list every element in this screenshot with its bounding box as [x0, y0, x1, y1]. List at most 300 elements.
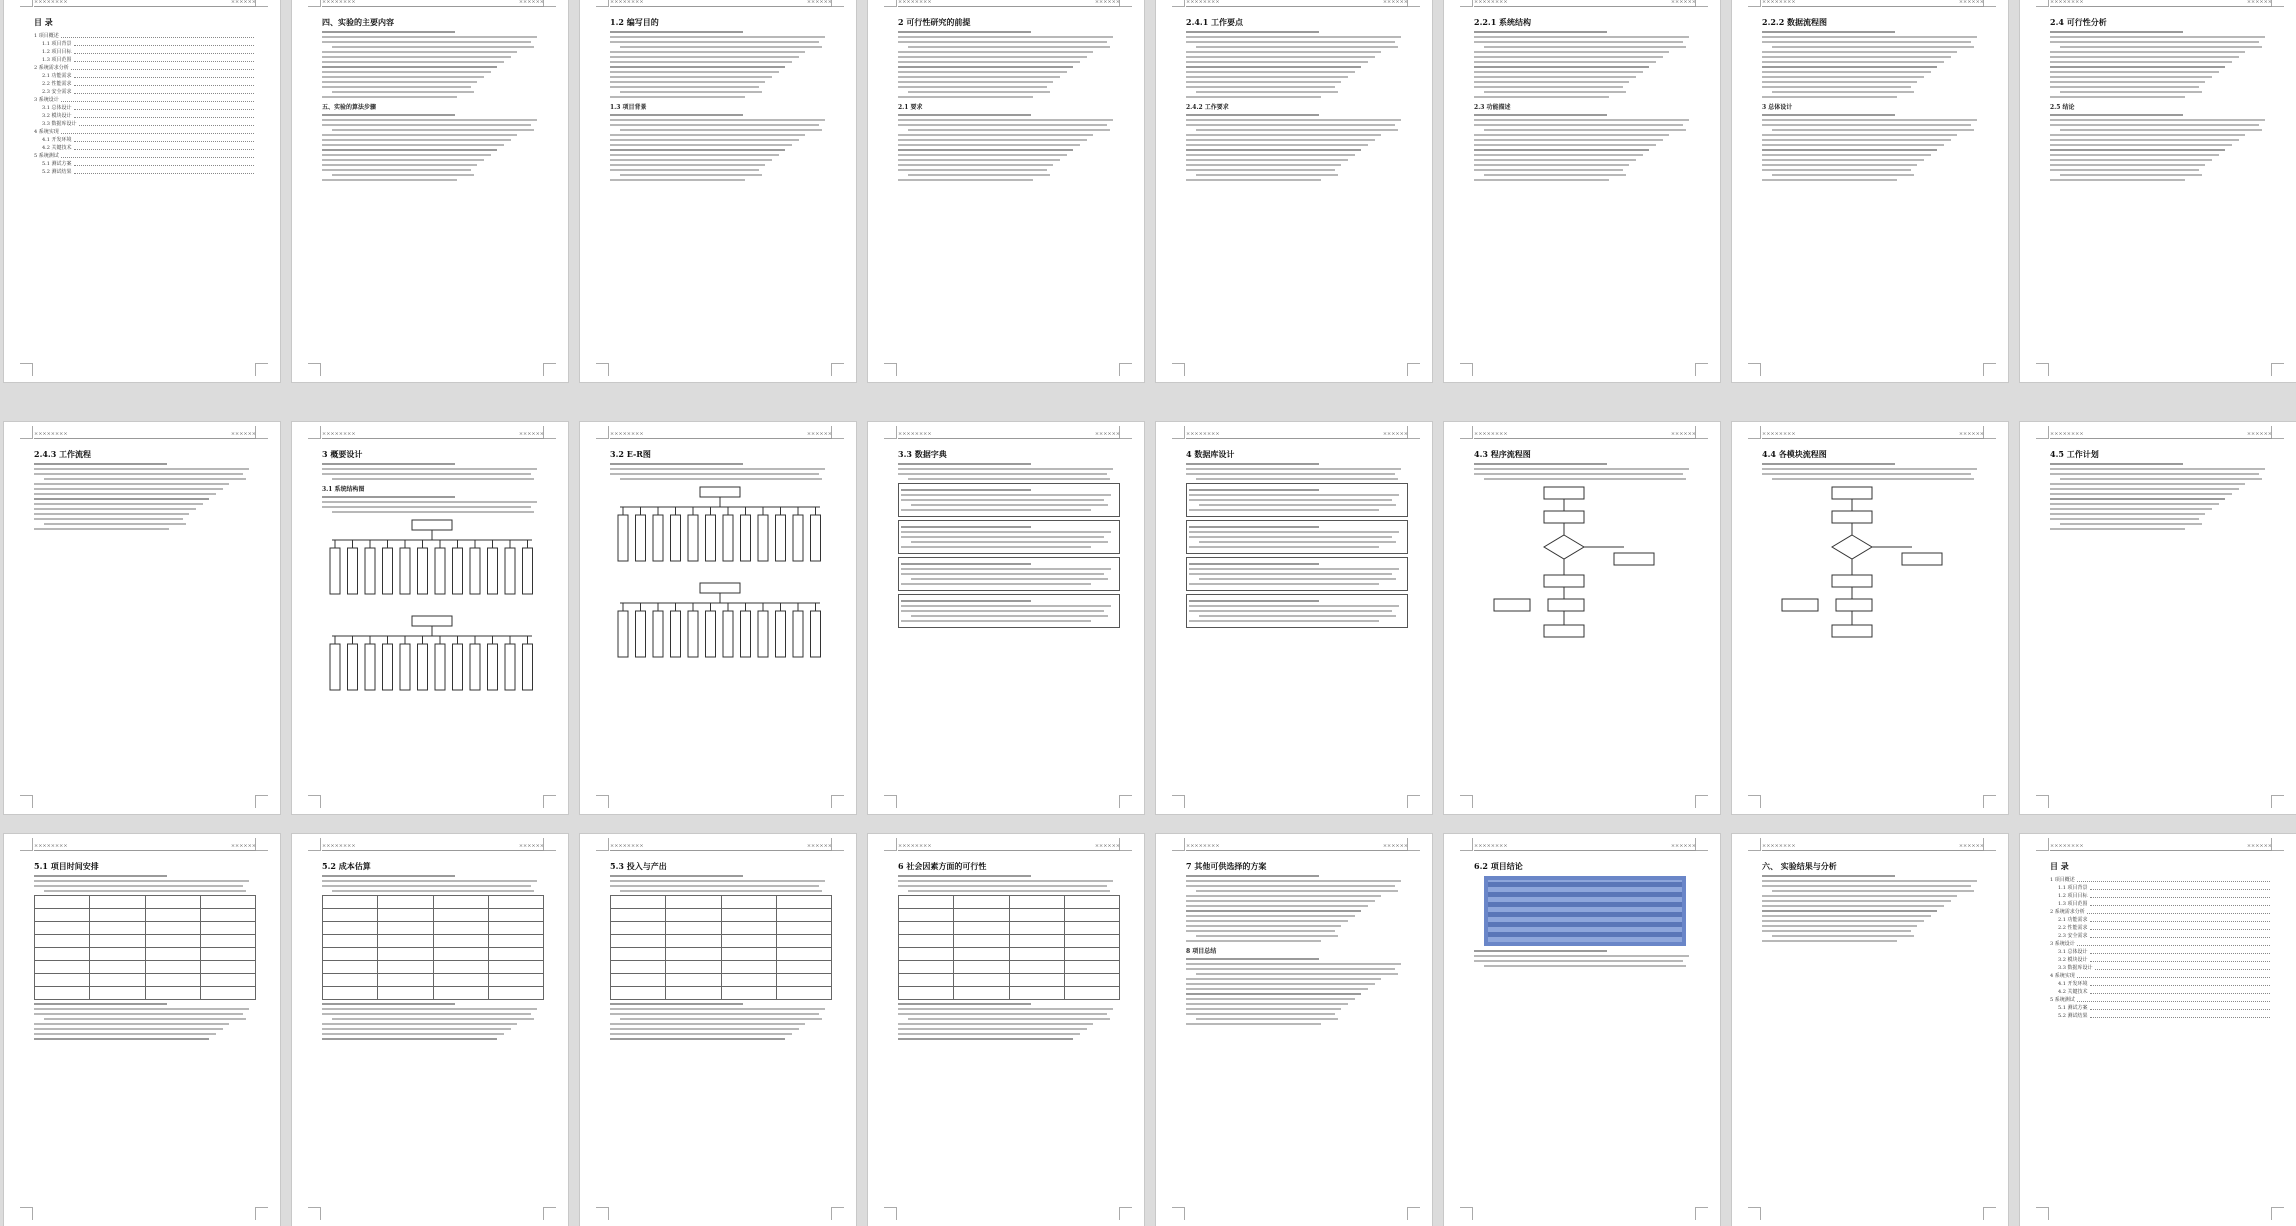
table-cell [145, 935, 200, 948]
toc-entry[interactable] [34, 151, 256, 159]
text-line [1762, 41, 1971, 43]
text-line [901, 583, 1091, 585]
text-line [1189, 610, 1392, 612]
toc-dots [2090, 1013, 2270, 1018]
table-cell [433, 961, 488, 974]
toc-entry[interactable] [34, 55, 256, 63]
table-cell [666, 922, 721, 935]
text-line [1772, 890, 1974, 892]
text-line [1484, 91, 1626, 93]
table-cell [323, 922, 378, 935]
document-page[interactable] [292, 0, 568, 382]
page-corner-mark [1748, 795, 1761, 808]
toc-entry[interactable] [2050, 955, 2272, 963]
page-header [1186, 0, 1408, 7]
page-corner-mark [255, 426, 268, 439]
toc-entry[interactable] [2050, 1011, 2272, 1019]
text-line [1186, 81, 1341, 83]
page-corner-mark [2271, 0, 2284, 7]
text-line [1186, 159, 1348, 161]
text-line [322, 139, 511, 141]
table-cell [90, 909, 145, 922]
section-heading: 5.1 项目时间安排 [34, 861, 99, 871]
table-cell [721, 961, 776, 974]
text-line [610, 159, 772, 161]
page-corner-mark [308, 1207, 321, 1220]
page-corner-mark [596, 426, 609, 439]
header-left: ×××××××× [898, 431, 932, 437]
document-page[interactable] [868, 0, 1144, 382]
toc-entry-label: 4.2 关键技术 [42, 144, 72, 151]
page-corner-mark [1119, 363, 1132, 376]
page-corner-mark [1407, 363, 1420, 376]
table-cell [323, 896, 378, 909]
text-line [2050, 149, 2225, 151]
text-line [610, 36, 825, 38]
toc-dots [61, 129, 254, 134]
table-cell [776, 935, 831, 948]
section-heading: 3 总体设计 [1762, 104, 1793, 111]
text-line [1186, 463, 1319, 465]
header-left: ×××××××× [2050, 0, 2084, 5]
text-line [610, 1033, 792, 1035]
toc-dots [2090, 981, 2270, 986]
document-page[interactable] [1444, 0, 1720, 382]
text-line [322, 880, 537, 882]
document-page[interactable] [580, 834, 856, 1226]
text-line [901, 605, 1111, 607]
table-cell [1009, 974, 1064, 987]
toc-entry[interactable] [2050, 995, 2272, 1003]
table-cell [378, 922, 433, 935]
table-cell [1064, 948, 1119, 961]
toc-entry[interactable] [34, 103, 256, 111]
text-line [610, 71, 779, 73]
document-page[interactable] [868, 834, 1144, 1226]
text-line [1186, 66, 1361, 68]
page-corner-mark [1407, 1207, 1420, 1220]
toc-entry[interactable] [2050, 979, 2272, 987]
text-line [34, 1013, 243, 1015]
toc-dots [74, 161, 254, 166]
page-header [1762, 842, 1984, 851]
text-line [322, 134, 517, 136]
header-right: ×××××× [1094, 843, 1120, 849]
table-cell [954, 987, 1009, 1000]
text-line [322, 1033, 504, 1035]
text-line [332, 174, 474, 176]
text-line [2050, 51, 2245, 53]
text-line [2050, 139, 2239, 141]
text-line [322, 124, 531, 126]
toc-entry[interactable] [34, 143, 256, 151]
table-cell [776, 909, 831, 922]
table-cell [378, 961, 433, 974]
table-cell [35, 909, 90, 922]
text-line [322, 114, 455, 116]
text-line [1474, 31, 1607, 33]
text-line [1762, 119, 1977, 121]
header-right: ×××××× [2246, 0, 2272, 5]
table-cell [721, 922, 776, 935]
table-cell [1009, 909, 1064, 922]
toc-entry[interactable] [2050, 923, 2272, 931]
table-cell [35, 896, 90, 909]
document-page[interactable] [4, 0, 280, 382]
document-page[interactable] [4, 422, 280, 814]
page-body [34, 856, 256, 1200]
page-corner-mark [543, 0, 556, 7]
text-line [1762, 154, 1931, 156]
text-line [1196, 890, 1398, 892]
page-corner-mark [2036, 795, 2049, 808]
header-left: ×××××××× [1186, 843, 1220, 849]
table-cell [1064, 974, 1119, 987]
page-header [1474, 842, 1696, 851]
document-page[interactable] [580, 0, 856, 382]
text-line [1186, 169, 1335, 171]
text-line [1186, 978, 1381, 980]
toc-entry[interactable] [34, 47, 256, 55]
header-right: ×××××× [230, 431, 256, 437]
toc-entry[interactable] [2050, 883, 2272, 891]
section-heading: 2.4.2 工作要求 [1186, 104, 1229, 111]
header-left: ×××××××× [34, 843, 68, 849]
table-cell [90, 961, 145, 974]
text-line [610, 880, 825, 882]
document-page[interactable] [1444, 422, 1720, 814]
page-body [34, 12, 256, 356]
page-corner-mark [2036, 838, 2049, 851]
document-page[interactable] [1156, 422, 1432, 814]
page-corner-mark [308, 795, 321, 808]
page-corner-mark [2271, 795, 2284, 808]
text-line [1186, 96, 1321, 98]
toc-entry[interactable] [2050, 939, 2272, 947]
toc-entry[interactable] [34, 31, 256, 39]
toc-dots [61, 97, 254, 102]
text-line [44, 478, 246, 480]
text-line [332, 511, 534, 513]
text-line [1762, 468, 1977, 470]
section-heading: 2.2.1 系统结构 [1474, 17, 1532, 27]
text-line [322, 1013, 531, 1015]
data-dictionary-box [898, 520, 1120, 554]
toc-entry[interactable] [34, 39, 256, 47]
document-page[interactable] [1732, 0, 2008, 382]
text-line [1196, 46, 1398, 48]
text-line [1189, 499, 1392, 501]
text-line [34, 1033, 216, 1035]
page-corner-mark [884, 838, 897, 851]
text-line [1762, 880, 1977, 882]
text-line [1196, 91, 1338, 93]
text-line [34, 518, 183, 520]
toc-entry[interactable] [2050, 971, 2272, 979]
document-page[interactable] [868, 422, 1144, 814]
toc-dots [74, 105, 254, 110]
header-right: ×××××× [230, 843, 256, 849]
text-line [898, 1008, 1113, 1010]
text-line [1186, 144, 1368, 146]
table-cell [378, 948, 433, 961]
table-cell [433, 896, 488, 909]
text-line [2050, 518, 2199, 520]
document-page[interactable] [2020, 0, 2296, 382]
toc-entry[interactable] [2050, 875, 2272, 883]
text-line [1199, 504, 1396, 506]
document-page[interactable] [1732, 834, 2008, 1226]
text-line [2050, 134, 2245, 136]
document-page[interactable] [1156, 0, 1432, 382]
section-heading: 六、 实验结果与分析 [1762, 861, 1837, 871]
text-line [1762, 134, 1957, 136]
table-cell [1009, 896, 1064, 909]
section-heading: 2.4.3 工作流程 [34, 449, 92, 459]
text-line [911, 504, 1108, 506]
header-right: ×××××× [1094, 0, 1120, 5]
text-line [2050, 513, 2205, 515]
text-line [2050, 488, 2239, 490]
page-corner-mark [1695, 363, 1708, 376]
document-page[interactable] [580, 422, 856, 814]
text-line [332, 46, 534, 48]
table-cell [721, 974, 776, 987]
toc-entry-label: 2.3 安全需求 [2058, 932, 2088, 939]
page-corner-mark [831, 795, 844, 808]
page-corner-mark [1695, 838, 1708, 851]
text-line [2050, 36, 2265, 38]
page-header [34, 430, 256, 439]
text-line [898, 114, 1031, 116]
text-line [1186, 988, 1368, 990]
page-body [322, 444, 544, 788]
page-header [2050, 430, 2272, 439]
page-header [34, 842, 256, 851]
text-line [332, 478, 534, 480]
page-body [898, 12, 1120, 356]
text-line [34, 1038, 209, 1040]
toc-entry[interactable] [34, 119, 256, 127]
text-line [1484, 129, 1686, 131]
text-line [908, 46, 1110, 48]
text-line [610, 154, 779, 156]
page-body [1762, 12, 1984, 356]
text-line [1474, 154, 1643, 156]
section-heading: 2.2.2 数据流程图 [1762, 17, 1828, 27]
text-line [1186, 164, 1341, 166]
text-line [1772, 478, 1974, 480]
text-line [610, 1028, 799, 1030]
text-line [1474, 119, 1689, 121]
text-line [1474, 139, 1663, 141]
table-cell [1009, 961, 1064, 974]
toc-entry[interactable] [2050, 931, 2272, 939]
table-cell [488, 909, 543, 922]
toc-entry-label: 2.2 性能需求 [2058, 924, 2088, 931]
text-line [44, 1018, 246, 1020]
text-line [1189, 583, 1379, 585]
document-page[interactable] [2020, 834, 2296, 1226]
text-line [1762, 96, 1897, 98]
text-line [1186, 993, 1361, 995]
page-corner-mark [308, 426, 321, 439]
text-line [610, 31, 743, 33]
toc-entry[interactable] [2050, 963, 2272, 971]
text-line [898, 31, 1031, 33]
text-line [1186, 86, 1335, 88]
toc-entry[interactable] [2050, 915, 2272, 923]
text-line [34, 488, 223, 490]
toc-entry[interactable] [34, 87, 256, 95]
text-line [1474, 950, 1607, 952]
header-right: ×××××× [1382, 431, 1408, 437]
toc-entry-label: 4.2 关键技术 [2058, 988, 2088, 995]
text-line [898, 473, 1107, 475]
toc-entry-label: 1.1 项目背景 [42, 40, 72, 47]
table-cell [611, 935, 666, 948]
toc-dots [2090, 949, 2270, 954]
text-line [1762, 144, 1944, 146]
toc-entry[interactable] [34, 95, 256, 103]
table-cell [90, 896, 145, 909]
page-corner-mark [20, 795, 33, 808]
document-page[interactable] [2020, 422, 2296, 814]
text-line [898, 1028, 1087, 1030]
text-line [1186, 885, 1395, 887]
header-right: ×××××× [518, 0, 544, 5]
page-body [1186, 444, 1408, 788]
table-cell [611, 909, 666, 922]
section-heading: 目 录 [34, 17, 53, 27]
text-line [1189, 546, 1379, 548]
toc-entry[interactable] [34, 167, 256, 175]
text-line [322, 1023, 517, 1025]
toc-dots [2077, 941, 2270, 946]
toc-entry[interactable] [2050, 891, 2272, 899]
toc-dots [71, 65, 254, 70]
text-line [610, 463, 743, 465]
toc-entry[interactable] [2050, 1003, 2272, 1011]
page-corner-mark [1983, 363, 1996, 376]
toc-entry[interactable] [2050, 947, 2272, 955]
page-corner-mark [543, 795, 556, 808]
text-line [1762, 930, 1911, 932]
table-cell [666, 948, 721, 961]
text-line [610, 124, 819, 126]
text-line [1186, 31, 1319, 33]
toc-entry[interactable] [34, 135, 256, 143]
text-line [898, 139, 1087, 141]
page-corner-mark [1460, 426, 1473, 439]
text-line [898, 76, 1060, 78]
toc-entry[interactable] [34, 111, 256, 119]
document-page[interactable] [1156, 834, 1432, 1226]
table-cell [323, 987, 378, 1000]
text-line [322, 885, 531, 887]
text-line [1762, 905, 1944, 907]
text-line [610, 66, 785, 68]
text-line [1474, 960, 1683, 962]
document-page[interactable] [1732, 422, 2008, 814]
text-line [610, 96, 745, 98]
text-line [901, 546, 1091, 548]
table-cell [323, 948, 378, 961]
page-header [1762, 0, 1984, 7]
text-line [1762, 76, 1924, 78]
toc-entry[interactable] [34, 127, 256, 135]
document-page[interactable] [1444, 834, 1720, 1226]
text-line [1186, 963, 1401, 965]
text-line [898, 159, 1060, 161]
table-cell [145, 961, 200, 974]
page-corner-mark [1748, 0, 1761, 7]
text-line [1762, 149, 1937, 151]
text-line [1186, 1003, 1348, 1005]
toc-entry-label: 2 系统需求分析 [2050, 908, 2085, 915]
toc-entry-label: 1.2 项目目标 [2058, 892, 2088, 899]
header-right: ×××××× [1958, 0, 1984, 5]
toc-entry-label: 1 项目概述 [34, 32, 59, 39]
table-cell [323, 974, 378, 987]
table-cell [666, 909, 721, 922]
text-line [44, 890, 246, 892]
text-line [1762, 915, 1931, 917]
text-line [620, 129, 822, 131]
page-corner-mark [1172, 838, 1185, 851]
page-corner-mark [543, 838, 556, 851]
toc-entry[interactable] [2050, 987, 2272, 995]
toc-entry[interactable] [2050, 899, 2272, 907]
table-cell [200, 896, 255, 909]
table-cell [433, 974, 488, 987]
header-right: ×××××× [2246, 843, 2272, 849]
text-line [1474, 56, 1663, 58]
toc-entry[interactable] [34, 79, 256, 87]
text-line [2050, 114, 2183, 116]
document-page[interactable] [292, 422, 568, 814]
toc-entry[interactable] [34, 71, 256, 79]
toc-entry[interactable] [34, 159, 256, 167]
table-cell [145, 948, 200, 961]
table-cell [776, 974, 831, 987]
toc-entry-label: 3.1 总体设计 [42, 104, 72, 111]
toc-entry[interactable] [2050, 907, 2272, 915]
toc-entry[interactable] [34, 63, 256, 71]
section-heading: 6 社会因素方面的可行性 [898, 861, 987, 871]
text-line [901, 509, 1091, 511]
document-page[interactable] [4, 834, 280, 1226]
table-cell [90, 935, 145, 948]
text-line [898, 154, 1067, 156]
toc-dots [2077, 997, 2270, 1002]
toc-dots [2090, 989, 2270, 994]
header-left: ×××××××× [1186, 0, 1220, 5]
data-dictionary-box [898, 483, 1120, 517]
header-left: ×××××××× [322, 843, 356, 849]
text-line [1474, 41, 1683, 43]
table-cell [899, 935, 954, 948]
table-cell [1064, 987, 1119, 1000]
text-line [1762, 925, 1917, 927]
document-page[interactable] [292, 834, 568, 1226]
text-line [34, 1008, 249, 1010]
text-line [610, 1023, 805, 1025]
table-cell [433, 922, 488, 935]
text-line [901, 499, 1104, 501]
text-line [1199, 578, 1396, 580]
text-line [1186, 468, 1401, 470]
